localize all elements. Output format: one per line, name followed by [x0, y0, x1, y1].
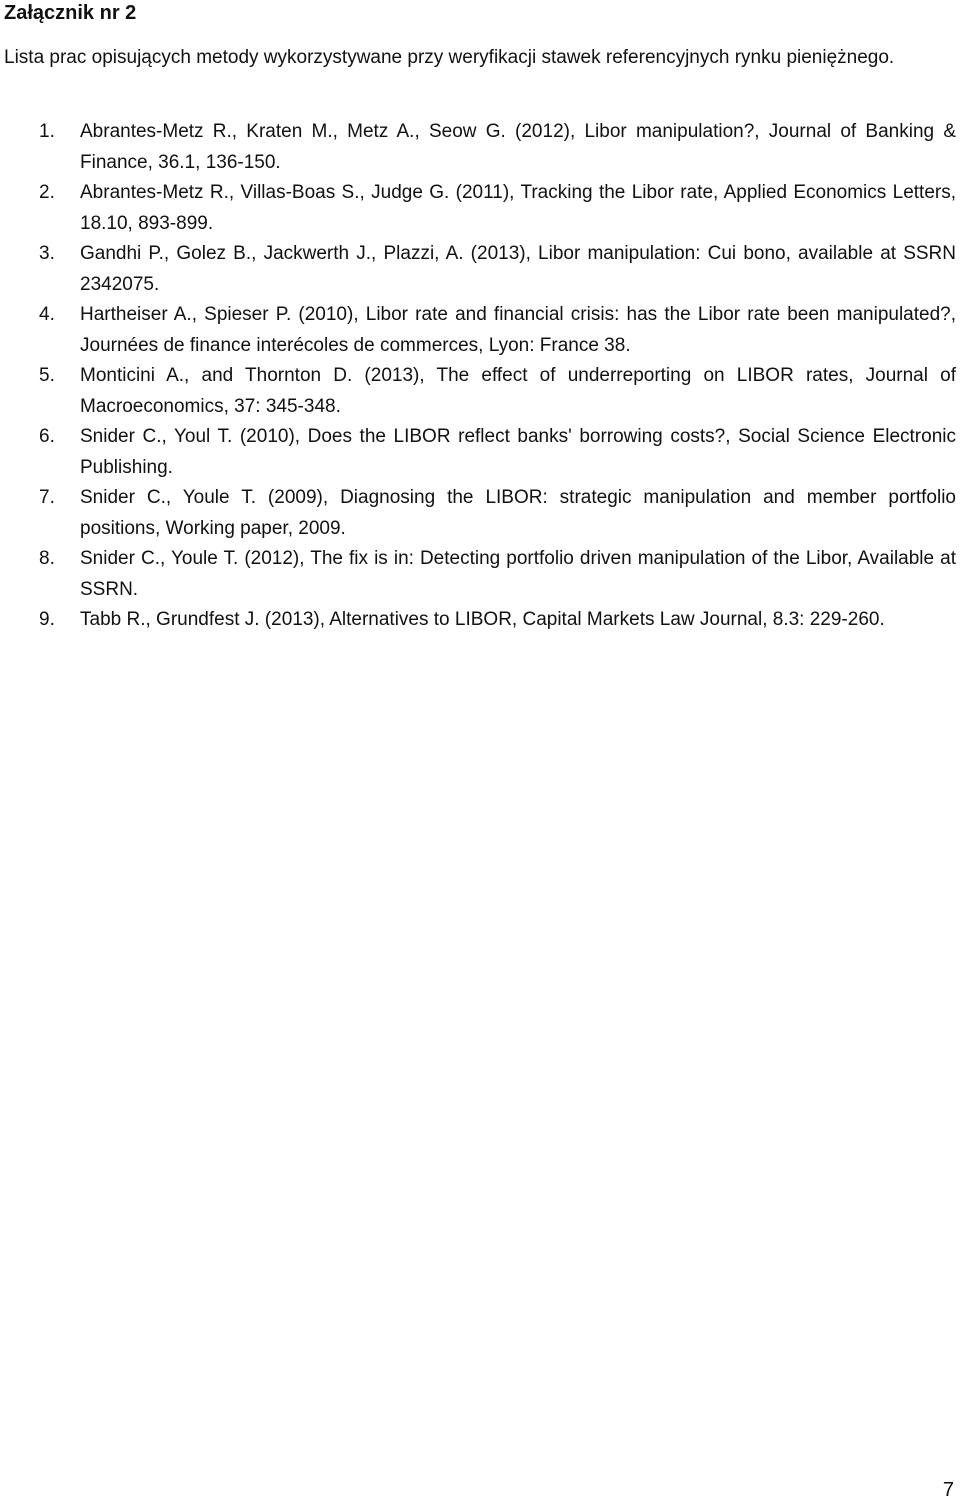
reference-number: 7. [39, 487, 55, 508]
reference-number: 4. [39, 304, 55, 325]
reference-number: 9. [39, 609, 55, 630]
reference-text: Snider C., Youle T. (2009), Diagnosing the LIBOR: strategic manipulation and member portfolio positions, Working paper, 2009. [80, 487, 956, 539]
reference-text: Snider C., Youle T. (2012), The fix is in: Detecting portfolio driven manipulation of the Libor, Available at SSRN. [80, 548, 956, 600]
reference-number: 6. [39, 426, 55, 447]
reference-number: 2. [39, 182, 55, 203]
reference-number: 8. [39, 548, 55, 569]
reference-item [0, 422, 956, 483]
intro-paragraph: Lista prac opisujących metody wykorzystywane przy weryfikacji stawek referencyjnych rynku pieniężnego. [4, 47, 895, 68]
reference-text: Abrantes-Metz R., Villas-Boas S., Judge G. (2011), Tracking the Libor rate, Applied Economics Letters, 18.10, 893-899. [80, 182, 956, 234]
reference-text: Monticini A., and Thornton D. (2013), The effect of underreporting on LIBOR rates, Journal of Macroeconomics, 37: 345-348. [80, 365, 956, 417]
page-number: 7 [942, 1479, 954, 1501]
reference-text: Snider C., Youl T. (2010), Does the LIBOR reflect banks' borrowing costs?, Social Science Electronic Publishing. [80, 426, 956, 478]
page-heading: Załącznik nr 2 [4, 2, 137, 24]
reference-item [0, 361, 956, 422]
reference-text: Abrantes-Metz R., Kraten M., Metz A., Seow G. (2012), Libor manipulation?, Journal of Banking & Finance, 36.1, 136-150. [80, 121, 956, 173]
reference-item [0, 483, 956, 544]
reference-text: Gandhi P., Golez B., Jackwerth J., Plazzi, A. (2013), Libor manipulation: Cui bono, available at SSRN 2342075. [80, 243, 956, 295]
reference-item [0, 300, 956, 361]
reference-number: 3. [39, 243, 55, 264]
reference-item [0, 544, 956, 605]
reference-text: Hartheiser A., Spieser P. (2010), Libor rate and financial crisis: has the Libor rate been manipulated?, Journées de finance interécoles de commerces, Lyon: France 38. [80, 304, 956, 356]
reference-list [0, 117, 956, 636]
reference-item [0, 239, 956, 300]
reference-number: 5. [39, 365, 55, 386]
reference-text: Tabb R., Grundfest J. (2013), Alternatives to LIBOR, Capital Markets Law Journal, 8.3: 229-260. [80, 609, 885, 630]
reference-item [0, 117, 956, 178]
reference-item [0, 178, 956, 239]
reference-item [0, 605, 956, 636]
reference-number: 1. [39, 121, 55, 142]
